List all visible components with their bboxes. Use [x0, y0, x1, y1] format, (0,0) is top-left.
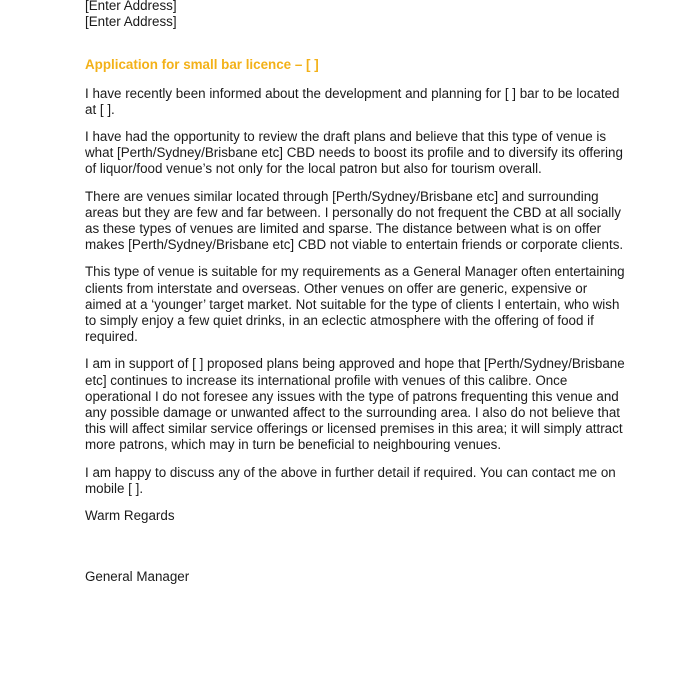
signature-space	[85, 535, 625, 569]
paragraph-support: I am in support of [ ] proposed plans being approved and hope that [Perth/Sydney/Brisbane etc] continues to increase its international profile with venues of this calibre. Once operational I do not foresee any issues with the type of patrons frequenting this venue and any possible damage or unwanted affect to the surrounding area. I also do not believe that this will affect similar service offerings or licensed premises in this area; it will simply attract more patrons, which may in turn be beneficial to neighbouring venues.	[85, 356, 625, 453]
closing: Warm Regards	[85, 508, 175, 524]
address-line-2: [Enter Address]	[85, 14, 177, 30]
paragraph-intro: I have recently been informed about the development and planning for [ ] bar to be located at [ ].	[85, 85, 620, 117]
address-line-1: [Enter Address]	[85, 0, 177, 13]
letter-page	[85, 0, 625, 596]
paragraph-review: I have had the opportunity to review the draft plans and believe that this type of venue is what [Perth/Sydney/Brisbane etc] CBD needs to boost its profile and to diversify its offering of liquor/food venue’s not only for the local patron but also for tourism overall.	[85, 129, 623, 177]
signature-title: General Manager	[85, 569, 190, 585]
letter-heading: Application for small bar licence – [ ]	[85, 57, 319, 73]
paragraph-contact: I am happy to discuss any of the above in further detail if required. You can contact me on mobile [ ].	[85, 464, 616, 496]
paragraph-venues: There are venues similar located through [Perth/Sydney/Brisbane etc] and surrounding areas but they are few and far between. I personally do not frequent the CBD at all socially as these types of venues are limited and sparse. The distance between what is on offer makes [Perth/Sydney/Brisbane etc] CBD not viable to entertain friends or corporate clients.	[85, 188, 624, 253]
paragraph-suitability: This type of venue is suitable for my requirements as a General Manager often entertaining clients from interstate and overseas. Other venues on offer are generic, expensive or aimed at a ‘younger’ target market. Not suitable for the type of clients I entertain, who wish to simply enjoy a few quiet drinks, in an eclectic atmosphere with the offering of food if required.	[85, 264, 625, 345]
